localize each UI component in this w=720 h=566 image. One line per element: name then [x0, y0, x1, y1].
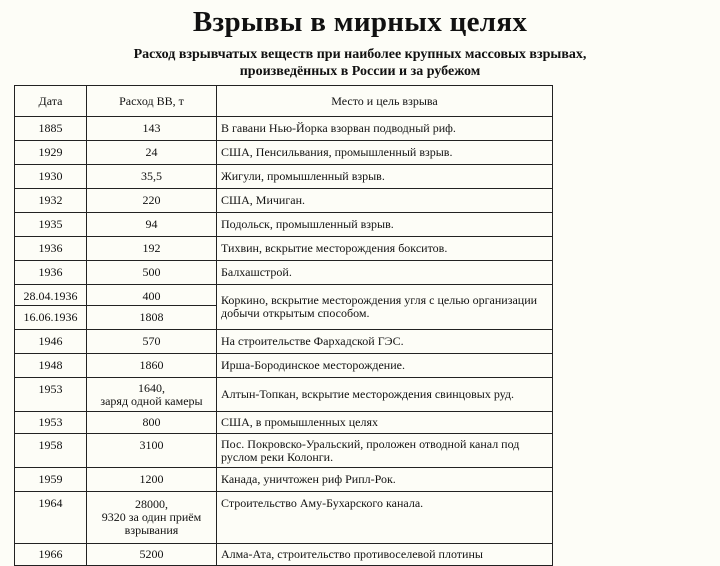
subtitle-line-1: Расход взрывчатых веществ при наиболее крупных массовых взрывах,: [133, 47, 587, 62]
table-row: [15, 141, 553, 165]
row-amount: 1860: [87, 354, 217, 378]
amount-line: 1640,: [138, 380, 165, 395]
table-row: [15, 434, 553, 468]
row-place: Пос. Покровско-Уральский, проложен отводной канал под руслом реки Колонги.: [217, 434, 553, 468]
row-amount: 35,5: [87, 165, 217, 189]
row-place: Алма-Ата, строительство противоселевой плотины: [217, 544, 553, 566]
row-amount: 220: [87, 189, 217, 213]
table-row: [15, 165, 553, 189]
table-row: [15, 189, 553, 213]
explosions-table: [14, 85, 553, 566]
header-place: Место и цель взрыва: [217, 86, 553, 117]
row-date: 1946: [15, 330, 87, 354]
row-amount: 1808: [87, 306, 217, 330]
table-row: [15, 237, 553, 261]
row-amount: 143: [87, 117, 217, 141]
row-date: 16.06.1936: [15, 306, 87, 330]
row-amount: 24: [87, 141, 217, 165]
table-row: [15, 354, 553, 378]
row-amount: 800: [87, 412, 217, 434]
row-date: 1935: [15, 213, 87, 237]
row-amount: 3100: [87, 434, 217, 468]
row-place: На строительстве Фархадской ГЭС.: [217, 330, 553, 354]
row-date: 1936: [15, 237, 87, 261]
row-date: 1964: [15, 492, 87, 544]
row-date: 1948: [15, 354, 87, 378]
row-amount: 400: [87, 285, 217, 306]
table-row: [15, 544, 553, 566]
header-date: Дата: [15, 86, 87, 117]
row-date: 1929: [15, 141, 87, 165]
row-place: Строительство Аму-Бухарского канала.: [217, 492, 553, 544]
page-title: Взрывы в мирных целях: [192, 6, 528, 38]
table-row: [15, 492, 553, 544]
row-place: Тихвин, вскрытие месторождения бокситов.: [217, 237, 553, 261]
row-place: США, Пенсильвания, промышленный взрыв.: [217, 141, 553, 165]
row-amount: [87, 378, 217, 412]
row-place: Жигули, промышленный взрыв.: [217, 165, 553, 189]
table-row: [15, 285, 553, 306]
row-amount: 500: [87, 261, 217, 285]
row-amount: 5200: [87, 544, 217, 566]
row-date: 1953: [15, 378, 87, 412]
row-date: 1932: [15, 189, 87, 213]
amount-line: 28000,: [135, 497, 168, 511]
row-date: 1885: [15, 117, 87, 141]
row-place: Ирша-Бородинское месторождение.: [217, 354, 553, 378]
table-row: [15, 412, 553, 434]
row-place: Подольск, промышленный взрыв.: [217, 213, 553, 237]
row-place: США, Мичиган.: [217, 189, 553, 213]
row-date: 1958: [15, 434, 87, 468]
amount-line: заряд одной камеры: [100, 393, 203, 408]
row-place: Балхашстрой.: [217, 261, 553, 285]
row-place: Коркино, вскрытие месторождения угля с целью организации добычи открытым способом.: [217, 285, 553, 330]
table-row: [15, 261, 553, 285]
row-place: В гавани Нью-Йорка взорван подводный риф.: [217, 117, 553, 141]
header-amount: Расход ВВ, т: [87, 86, 217, 117]
row-amount: 192: [87, 237, 217, 261]
subtitle-line-2: произведённых в России и за рубежом: [239, 64, 481, 79]
row-place: Канада, уничтожен риф Рипл-Рок.: [217, 468, 553, 492]
row-amount: [87, 492, 217, 544]
table-row: [15, 330, 553, 354]
table-row: [15, 468, 553, 492]
amount-line: 9320 за один приём: [101, 510, 202, 524]
row-amount: 1200: [87, 468, 217, 492]
row-date: 28.04.1936: [15, 285, 87, 306]
table-row: [15, 213, 553, 237]
row-date: 1953: [15, 412, 87, 434]
row-date: 1959: [15, 468, 87, 492]
table-row: [15, 378, 553, 412]
row-date: 1930: [15, 165, 87, 189]
table-row: [15, 117, 553, 141]
table-header-row: [15, 86, 553, 117]
row-place: Алтын-Топкан, вскрытие месторождения свинцовых руд.: [217, 378, 553, 412]
amount-line: взрывания: [124, 523, 179, 537]
subtitle: [40, 46, 680, 80]
row-amount: 570: [87, 330, 217, 354]
row-place: США, в промышленных целях: [217, 412, 553, 434]
row-date: 1966: [15, 544, 87, 566]
row-date: 1936: [15, 261, 87, 285]
row-amount: 94: [87, 213, 217, 237]
